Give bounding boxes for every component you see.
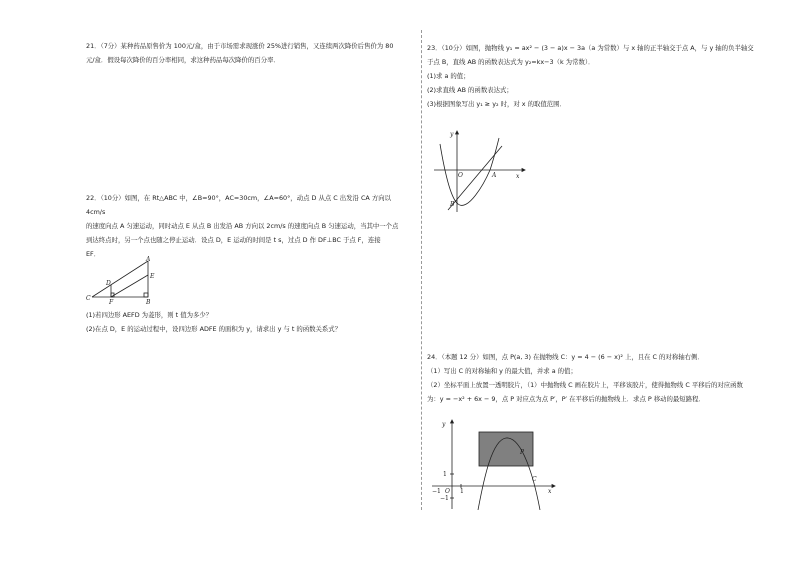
q23-point-b-label: B — [450, 201, 455, 208]
q21-line-2: 元/盒．假设每次降价的百分率相同，求这种药品每次降价的百分率． — [86, 56, 280, 64]
question-22-subparts — [86, 308, 408, 336]
q24-transparent-film — [479, 432, 533, 466]
q22-line-3: 到达终点时，另一个点也随之停止运动．设点 D，E 运动的时间是 t s，过点 D 作 DF⊥BC 于点 F，连接 — [86, 236, 381, 244]
q22-label-a: A — [146, 256, 151, 263]
q23-parabola-figure — [430, 128, 530, 214]
q23-sub-2: (2)求直线 AB 的函数表达式； — [427, 86, 513, 94]
q24-axis-y-label: y — [442, 421, 446, 428]
q24-tick-xneg1-label: −1 — [432, 488, 441, 495]
q22-sub-2: (2)在点 D，E 的运动过程中，设四边形 ADFE 的面积为 y，请求出 y 与 t 的函数关系式？ — [86, 325, 342, 333]
q24-sub-3: 为：y = −x² + 6x − 9，点 P 对应点为点 P′，P′ 在平移后的抛物线上．求点 P 移动的最短路程． — [427, 395, 705, 403]
q24-point-p-label: P — [520, 449, 525, 456]
q24-sub-1: （1）写出 C 的对称轴和 y 的最大值，并求 a 的值； — [427, 367, 577, 375]
q22-label-d: D — [106, 280, 111, 287]
question-23 — [427, 41, 772, 111]
q22-sub-1: (1)若四边形 AEFD 为菱形，则 t 值为多少？ — [86, 311, 213, 319]
column-divider — [421, 30, 422, 510]
q23-sub-3: (3)根据图象写出 y₁ ≥ y₂ 时，对 x 的取值范围． — [427, 100, 566, 108]
q22-line-2: 的速度向点 A 匀速运动，同时动点 E 从点 B 出发沿 AB 方向以 2cm/s 的速度向点 B 匀速运动，当其中一个点 — [86, 222, 399, 230]
question-22 — [86, 191, 408, 261]
q23-axis-y-label: y — [450, 131, 454, 138]
q22-label-c: C — [86, 295, 91, 302]
q21-line-1: 21．（7分）某种药品原售价为 100元/盒，由于市场需求现涨价 25%进行销售，又连续两次降价后售价为 80 — [86, 42, 394, 50]
q24-tick-x1-label: 1 — [460, 488, 464, 495]
q24-curve-c-label: C — [532, 476, 537, 483]
q24-origin-label: O — [445, 488, 450, 495]
q24-sub-2: （2）坐标平面上放置一透明胶片，（1）中抛物线 C 画在胶片上，平移该胶片，使得抛物线 C 平移后的对应函数 — [427, 381, 743, 389]
q23-sub-1: (1)求 a 的值； — [427, 72, 470, 80]
q23-point-a-label: A — [492, 172, 497, 179]
q22-label-e: E — [150, 273, 155, 280]
question-21 — [86, 39, 408, 67]
q24-parabola-figure — [430, 418, 560, 510]
q23-origin-label: O — [458, 172, 463, 179]
q24-tick-yneg1-label: −1 — [440, 495, 449, 502]
q24-tick-y1-label: 1 — [443, 471, 447, 478]
q23-axis-x-label: x — [516, 173, 520, 180]
q22-line-4: EF． — [86, 250, 101, 258]
q23-line-2: 于点 B，直线 AB 的函数表达式为 y₂=kx−3（k 为常数）． — [427, 58, 595, 66]
q22-triangle-figure — [84, 255, 158, 305]
question-24 — [427, 350, 772, 406]
q22-label-f: F — [109, 299, 114, 305]
q24-line-1: 24．（本题 12 分）如图，点 P(a, 3) 在抛物线 C：y = 4 − (6 − x)² 上，且在 C 的对称轴右侧． — [427, 353, 704, 361]
q22-label-b: B — [146, 299, 151, 305]
q23-line-1: 23．（10分）如图，抛物线 y₁ = ax² − (3 − a)x − 3a（a 为常数）与 x 轴的正半轴交于点 A，与 y 轴的负半轴交 — [427, 44, 754, 52]
q22-line-1: 22．（10分）如图，在 Rt△ABC 中，∠B=90°，AC=30cm，∠A=60°，动点 D 从点 C 出发沿 CA 方向以 4cm/s — [86, 194, 392, 216]
q24-axis-x-label: x — [548, 488, 552, 495]
